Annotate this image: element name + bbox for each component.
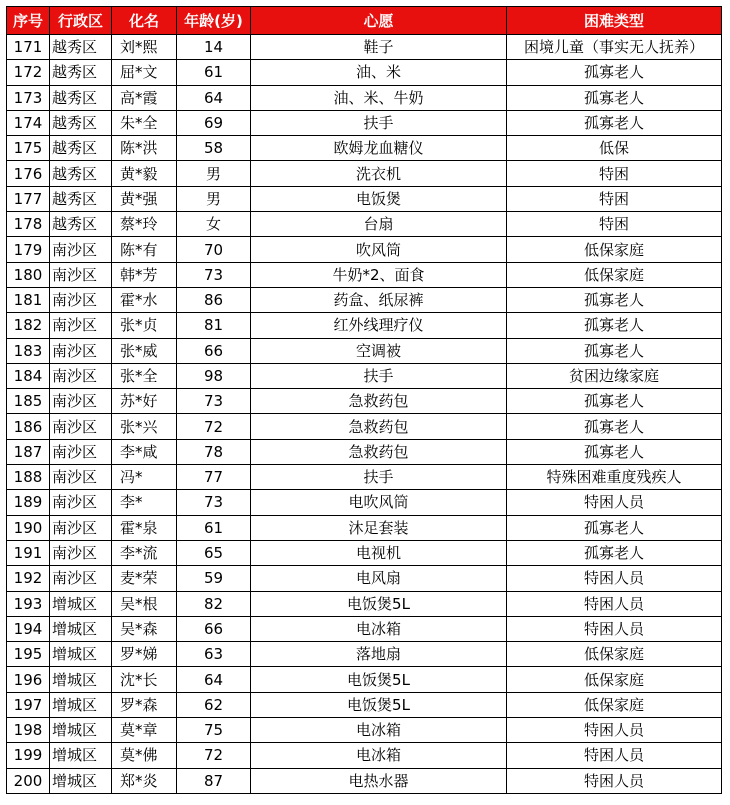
cell-age: 女 xyxy=(177,212,251,237)
cell-alias-name: 麦*荣 xyxy=(112,566,177,591)
cell-district: 增城区 xyxy=(50,616,112,641)
table-row xyxy=(7,540,722,565)
cell-serial-number: 193 xyxy=(7,591,50,616)
cell-serial-number: 197 xyxy=(7,692,50,717)
cell-age: 61 xyxy=(177,515,251,540)
cell-district: 越秀区 xyxy=(50,212,112,237)
cell-hardship-type: 特殊困难重度残疾人 xyxy=(507,465,722,490)
cell-age: 64 xyxy=(177,667,251,692)
cell-alias-name: 莫*佛 xyxy=(112,743,177,768)
cell-hardship-type: 特困人员 xyxy=(507,743,722,768)
cell-district: 越秀区 xyxy=(50,136,112,161)
cell-age: 69 xyxy=(177,110,251,135)
cell-serial-number: 200 xyxy=(7,768,50,793)
cell-age: 72 xyxy=(177,414,251,439)
cell-age: 73 xyxy=(177,389,251,414)
cell-serial-number: 183 xyxy=(7,338,50,363)
cell-alias-name: 韩*芳 xyxy=(112,262,177,287)
cell-district: 南沙区 xyxy=(50,490,112,515)
cell-age: 66 xyxy=(177,338,251,363)
table-row xyxy=(7,743,722,768)
header-alias-name: 化名 xyxy=(112,7,177,35)
cell-alias-name: 吴*根 xyxy=(112,591,177,616)
cell-serial-number: 192 xyxy=(7,566,50,591)
table-row xyxy=(7,616,722,641)
cell-hardship-type: 低保家庭 xyxy=(507,642,722,667)
table-row xyxy=(7,768,722,793)
cell-hardship-type: 低保家庭 xyxy=(507,237,722,262)
cell-age: 86 xyxy=(177,287,251,312)
cell-serial-number: 199 xyxy=(7,743,50,768)
cell-age: 70 xyxy=(177,237,251,262)
cell-alias-name: 吴*森 xyxy=(112,616,177,641)
cell-serial-number: 186 xyxy=(7,414,50,439)
cell-age: 77 xyxy=(177,465,251,490)
cell-district: 南沙区 xyxy=(50,515,112,540)
cell-serial-number: 181 xyxy=(7,287,50,312)
cell-serial-number: 187 xyxy=(7,439,50,464)
cell-hardship-type: 孤寡老人 xyxy=(507,85,722,110)
cell-hardship-type: 孤寡老人 xyxy=(507,389,722,414)
table-row xyxy=(7,85,722,110)
cell-serial-number: 177 xyxy=(7,186,50,211)
cell-wish: 油、米 xyxy=(251,60,507,85)
cell-age: 82 xyxy=(177,591,251,616)
cell-serial-number: 195 xyxy=(7,642,50,667)
cell-age: 62 xyxy=(177,692,251,717)
cell-hardship-type: 特困 xyxy=(507,186,722,211)
cell-hardship-type: 特困 xyxy=(507,212,722,237)
table-row xyxy=(7,642,722,667)
cell-alias-name: 霍*水 xyxy=(112,287,177,312)
cell-serial-number: 174 xyxy=(7,110,50,135)
cell-district: 增城区 xyxy=(50,642,112,667)
cell-age: 75 xyxy=(177,718,251,743)
cell-alias-name: 蔡*玲 xyxy=(112,212,177,237)
cell-age: 59 xyxy=(177,566,251,591)
cell-district: 增城区 xyxy=(50,591,112,616)
cell-district: 越秀区 xyxy=(50,186,112,211)
cell-age: 14 xyxy=(177,35,251,60)
header-district: 行政区 xyxy=(50,7,112,35)
header-age: 年龄(岁) xyxy=(177,7,251,35)
cell-district: 增城区 xyxy=(50,743,112,768)
cell-age: 73 xyxy=(177,490,251,515)
cell-serial-number: 184 xyxy=(7,363,50,388)
table-row xyxy=(7,591,722,616)
cell-alias-name: 罗*森 xyxy=(112,692,177,717)
cell-alias-name: 陈*洪 xyxy=(112,136,177,161)
cell-wish: 牛奶*2、面食 xyxy=(251,262,507,287)
cell-serial-number: 188 xyxy=(7,465,50,490)
table-row xyxy=(7,262,722,287)
cell-district: 越秀区 xyxy=(50,85,112,110)
cell-hardship-type: 低保家庭 xyxy=(507,262,722,287)
cell-serial-number: 176 xyxy=(7,161,50,186)
cell-wish: 电冰箱 xyxy=(251,616,507,641)
cell-hardship-type: 特困人员 xyxy=(507,566,722,591)
cell-wish: 电饭煲5L xyxy=(251,692,507,717)
cell-serial-number: 185 xyxy=(7,389,50,414)
table-row xyxy=(7,313,722,338)
cell-district: 增城区 xyxy=(50,667,112,692)
cell-wish: 台扇 xyxy=(251,212,507,237)
cell-hardship-type: 特困人员 xyxy=(507,616,722,641)
cell-hardship-type: 低保 xyxy=(507,136,722,161)
cell-alias-name: 莫*章 xyxy=(112,718,177,743)
cell-wish: 扶手 xyxy=(251,465,507,490)
cell-hardship-type: 孤寡老人 xyxy=(507,287,722,312)
table-row xyxy=(7,667,722,692)
cell-serial-number: 189 xyxy=(7,490,50,515)
cell-district: 南沙区 xyxy=(50,414,112,439)
cell-wish: 空调被 xyxy=(251,338,507,363)
table-body xyxy=(7,35,722,794)
cell-hardship-type: 特困人员 xyxy=(507,591,722,616)
cell-wish: 沐足套装 xyxy=(251,515,507,540)
cell-hardship-type: 孤寡老人 xyxy=(507,515,722,540)
cell-alias-name: 沈*长 xyxy=(112,667,177,692)
cell-alias-name: 高*霞 xyxy=(112,85,177,110)
wish-list-table xyxy=(6,6,722,794)
cell-serial-number: 172 xyxy=(7,60,50,85)
cell-hardship-type: 孤寡老人 xyxy=(507,110,722,135)
cell-district: 南沙区 xyxy=(50,237,112,262)
table-row xyxy=(7,287,722,312)
table-row xyxy=(7,718,722,743)
cell-age: 66 xyxy=(177,616,251,641)
cell-serial-number: 180 xyxy=(7,262,50,287)
cell-district: 增城区 xyxy=(50,718,112,743)
cell-alias-name: 李*流 xyxy=(112,540,177,565)
cell-district: 南沙区 xyxy=(50,313,112,338)
cell-district: 南沙区 xyxy=(50,287,112,312)
table-row xyxy=(7,414,722,439)
header-wish: 心愿 xyxy=(251,7,507,35)
cell-alias-name: 霍*泉 xyxy=(112,515,177,540)
cell-wish: 电视机 xyxy=(251,540,507,565)
cell-alias-name: 李*咸 xyxy=(112,439,177,464)
table-row xyxy=(7,490,722,515)
cell-wish: 电冰箱 xyxy=(251,743,507,768)
cell-serial-number: 191 xyxy=(7,540,50,565)
cell-age: 64 xyxy=(177,85,251,110)
cell-wish: 电冰箱 xyxy=(251,718,507,743)
table-row xyxy=(7,439,722,464)
cell-district: 南沙区 xyxy=(50,465,112,490)
cell-hardship-type: 低保家庭 xyxy=(507,667,722,692)
cell-age: 78 xyxy=(177,439,251,464)
header-hardship-type: 困难类型 xyxy=(507,7,722,35)
cell-hardship-type: 孤寡老人 xyxy=(507,414,722,439)
cell-alias-name: 屈*文 xyxy=(112,60,177,85)
cell-alias-name: 张*贞 xyxy=(112,313,177,338)
cell-wish: 急救药包 xyxy=(251,389,507,414)
cell-hardship-type: 孤寡老人 xyxy=(507,439,722,464)
cell-hardship-type: 孤寡老人 xyxy=(507,540,722,565)
cell-district: 越秀区 xyxy=(50,161,112,186)
cell-serial-number: 173 xyxy=(7,85,50,110)
cell-wish: 电吹风筒 xyxy=(251,490,507,515)
table-row xyxy=(7,186,722,211)
table-row xyxy=(7,212,722,237)
cell-serial-number: 196 xyxy=(7,667,50,692)
wish-list-sheet xyxy=(6,6,722,794)
cell-serial-number: 171 xyxy=(7,35,50,60)
cell-district: 南沙区 xyxy=(50,262,112,287)
cell-hardship-type: 特困人员 xyxy=(507,490,722,515)
cell-alias-name: 黄*强 xyxy=(112,186,177,211)
cell-alias-name: 刘*熙 xyxy=(112,35,177,60)
cell-district: 南沙区 xyxy=(50,363,112,388)
cell-hardship-type: 困境儿童（事实无人抚养） xyxy=(507,35,722,60)
cell-alias-name: 张*兴 xyxy=(112,414,177,439)
cell-wish: 红外线理疗仪 xyxy=(251,313,507,338)
cell-age: 65 xyxy=(177,540,251,565)
cell-alias-name: 朱*全 xyxy=(112,110,177,135)
cell-serial-number: 190 xyxy=(7,515,50,540)
cell-alias-name: 罗*娣 xyxy=(112,642,177,667)
cell-alias-name: 张*全 xyxy=(112,363,177,388)
cell-district: 南沙区 xyxy=(50,338,112,363)
cell-district: 增城区 xyxy=(50,768,112,793)
cell-hardship-type: 孤寡老人 xyxy=(507,338,722,363)
table-row xyxy=(7,338,722,363)
cell-district: 南沙区 xyxy=(50,389,112,414)
cell-serial-number: 178 xyxy=(7,212,50,237)
cell-wish: 落地扇 xyxy=(251,642,507,667)
cell-age: 81 xyxy=(177,313,251,338)
cell-alias-name: 冯* xyxy=(112,465,177,490)
cell-hardship-type: 孤寡老人 xyxy=(507,60,722,85)
cell-district: 越秀区 xyxy=(50,35,112,60)
cell-serial-number: 194 xyxy=(7,616,50,641)
cell-wish: 扶手 xyxy=(251,363,507,388)
cell-wish: 电热水器 xyxy=(251,768,507,793)
cell-wish: 扶手 xyxy=(251,110,507,135)
cell-hardship-type: 孤寡老人 xyxy=(507,313,722,338)
table-row xyxy=(7,60,722,85)
table-row xyxy=(7,35,722,60)
cell-wish: 电饭煲5L xyxy=(251,667,507,692)
cell-alias-name: 郑*炎 xyxy=(112,768,177,793)
cell-serial-number: 198 xyxy=(7,718,50,743)
table-row xyxy=(7,110,722,135)
cell-wish: 药盒、纸尿裤 xyxy=(251,287,507,312)
cell-district: 南沙区 xyxy=(50,439,112,464)
cell-hardship-type: 特困人员 xyxy=(507,718,722,743)
header-row xyxy=(7,7,722,35)
table-row xyxy=(7,136,722,161)
cell-age: 男 xyxy=(177,161,251,186)
cell-alias-name: 黄*毅 xyxy=(112,161,177,186)
cell-district: 越秀区 xyxy=(50,60,112,85)
cell-age: 98 xyxy=(177,363,251,388)
cell-wish: 急救药包 xyxy=(251,439,507,464)
table-row xyxy=(7,465,722,490)
cell-district: 南沙区 xyxy=(50,540,112,565)
cell-wish: 油、米、牛奶 xyxy=(251,85,507,110)
table-row xyxy=(7,515,722,540)
cell-hardship-type: 贫困边缘家庭 xyxy=(507,363,722,388)
cell-alias-name: 李* xyxy=(112,490,177,515)
table-row xyxy=(7,363,722,388)
cell-wish: 欧姆龙血糖仪 xyxy=(251,136,507,161)
cell-district: 越秀区 xyxy=(50,110,112,135)
cell-serial-number: 182 xyxy=(7,313,50,338)
cell-age: 58 xyxy=(177,136,251,161)
cell-hardship-type: 低保家庭 xyxy=(507,692,722,717)
cell-age: 61 xyxy=(177,60,251,85)
cell-wish: 洗衣机 xyxy=(251,161,507,186)
cell-wish: 电饭煲5L xyxy=(251,591,507,616)
table-row xyxy=(7,389,722,414)
cell-wish: 鞋子 xyxy=(251,35,507,60)
cell-wish: 吹风筒 xyxy=(251,237,507,262)
cell-serial-number: 175 xyxy=(7,136,50,161)
cell-wish: 电风扇 xyxy=(251,566,507,591)
cell-serial-number: 179 xyxy=(7,237,50,262)
cell-age: 87 xyxy=(177,768,251,793)
cell-age: 63 xyxy=(177,642,251,667)
cell-hardship-type: 特困 xyxy=(507,161,722,186)
cell-hardship-type: 特困人员 xyxy=(507,768,722,793)
cell-alias-name: 苏*好 xyxy=(112,389,177,414)
cell-alias-name: 张*威 xyxy=(112,338,177,363)
header-serial-number: 序号 xyxy=(7,7,50,35)
cell-wish: 急救药包 xyxy=(251,414,507,439)
cell-district: 增城区 xyxy=(50,692,112,717)
table-row xyxy=(7,566,722,591)
cell-wish: 电饭煲 xyxy=(251,186,507,211)
cell-district: 南沙区 xyxy=(50,566,112,591)
cell-age: 72 xyxy=(177,743,251,768)
table-row xyxy=(7,692,722,717)
cell-age: 男 xyxy=(177,186,251,211)
cell-age: 73 xyxy=(177,262,251,287)
table-row xyxy=(7,237,722,262)
cell-alias-name: 陈*有 xyxy=(112,237,177,262)
table-row xyxy=(7,161,722,186)
